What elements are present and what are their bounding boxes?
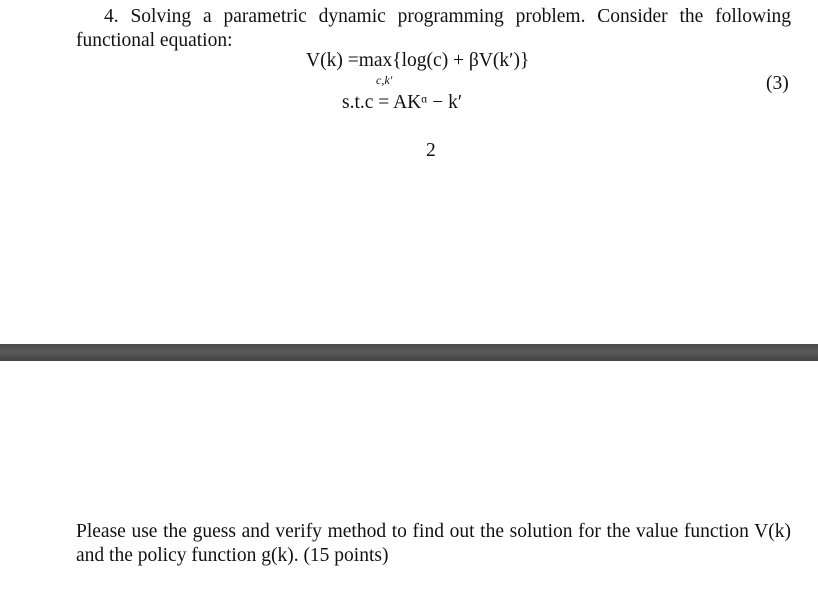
page-separator <box>0 344 818 361</box>
equation-number: (3) <box>766 73 789 94</box>
bellman-equation: V(k) =max{log(c) + βV(k′)} <box>306 50 530 71</box>
max-subscript: c,k′ <box>376 73 393 87</box>
page-number: 2 <box>426 140 436 161</box>
task-instructions: Please use the guess and verify method to find out the solution for the value function V(k) and the policy function g(k). (15 points) <box>76 521 791 566</box>
constraint-equation: s.t.c = AKᵅ − k′ <box>342 92 463 113</box>
problem-intro: 4. Solving a parametric dynamic programming problem. Consider the following functional equation: <box>76 6 791 51</box>
